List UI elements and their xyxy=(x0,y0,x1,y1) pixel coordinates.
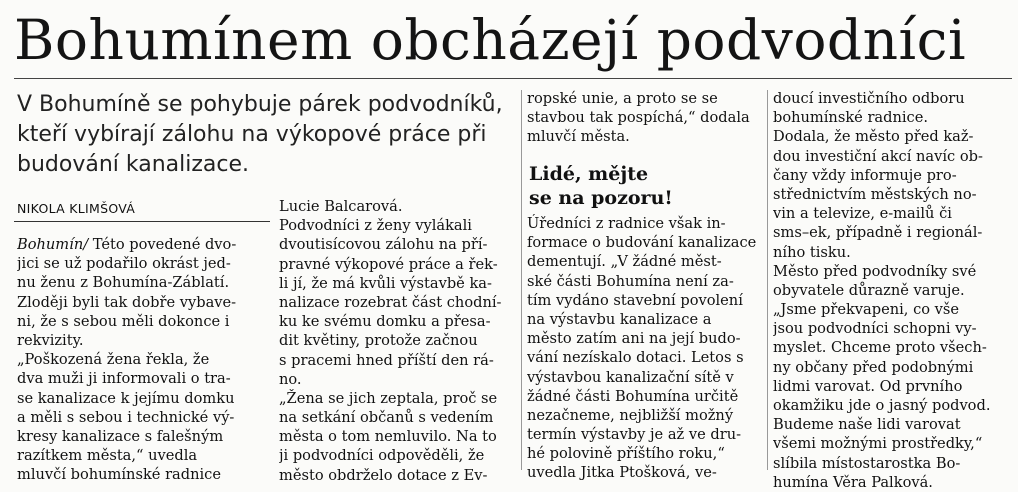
text-span: ni, že s sebou měli dokonce i xyxy=(17,312,230,330)
text-line: ního tisku. xyxy=(773,243,851,261)
text-line: lidmi varovat. Od prvního xyxy=(773,377,963,395)
subheading xyxy=(529,162,759,210)
text-line xyxy=(17,331,272,350)
text-line: uvedla Jitka Ptošková, ve- xyxy=(527,464,717,482)
text-line: ské části Bohumína není za- xyxy=(527,272,734,290)
article-column-3-bottom xyxy=(527,214,765,483)
article-column-3-top xyxy=(527,89,765,147)
text-line: humína Věra Palková. xyxy=(773,473,933,491)
text-span: rekvizity. xyxy=(17,331,84,349)
text-line: město obdrželo dotace z Ev- xyxy=(279,466,488,484)
text-line: čany vždy informuje pro- xyxy=(773,166,957,184)
text-line: Podvodníci z ženy vylákali xyxy=(279,217,472,235)
text-line: dit květiny, protože začnou xyxy=(279,332,478,350)
article-column-4 xyxy=(773,89,1013,492)
text-span: nu ženu z Bohumína-Záblatí. xyxy=(17,274,230,292)
text-line: všemi možnými prostředky,“ xyxy=(773,435,983,453)
text-line: tím vydáno stavební povolení xyxy=(527,291,743,309)
text-span: dva muži ji informovali o tra- xyxy=(17,370,231,388)
text-line xyxy=(17,350,272,369)
text-line xyxy=(17,312,272,331)
text-line: Lucie Balcarová. xyxy=(279,198,403,215)
text-line: dementují. „V žádné měst- xyxy=(527,253,722,271)
headline: Bohumínem obcházejí podvodníci xyxy=(14,8,967,72)
text-line: města o tom nemluvilo. Na to xyxy=(279,428,497,446)
text-line: Úředníci z radnice však in- xyxy=(527,215,726,232)
byline-rule xyxy=(14,221,270,222)
text-line: žádné části Bohumína určitě xyxy=(527,387,739,405)
text-line xyxy=(17,446,272,465)
text-line xyxy=(17,254,272,273)
text-line xyxy=(17,369,272,388)
text-span: kresy kanalizace s falešným xyxy=(17,427,224,445)
text-span: Této povedené dvo- xyxy=(88,236,237,253)
text-line: bohumínské radnice. xyxy=(773,109,928,127)
text-line: mluvčí města. xyxy=(527,128,630,146)
article-column-2 xyxy=(279,197,519,485)
text-line: myslet. Chceme proto všech- xyxy=(773,339,987,357)
lead-line: kteří vybírají zálohu na výkopové práce při xyxy=(17,122,487,147)
text-line: obyvatele důrazně varuje. xyxy=(773,281,965,299)
column-divider xyxy=(767,90,768,470)
text-line: dvoutisícovou zálohu na pří- xyxy=(279,236,488,254)
text-line: s pracemi hned příští den rá- xyxy=(279,351,494,369)
text-span: „Poškozená žena řekla, že xyxy=(17,351,210,369)
text-line xyxy=(17,389,272,408)
text-line: no. xyxy=(279,370,302,388)
text-span: razítkem města,“ uvedla xyxy=(17,447,198,465)
text-line: „Jsme překvapeni, co vše xyxy=(773,301,960,319)
text-span: se kanalizace k jejímu domku xyxy=(17,389,235,407)
text-line: jsou podvodníci schopni vy- xyxy=(773,320,977,338)
text-line: „Žena se jich zeptala, proč se xyxy=(279,389,498,407)
text-line: ji podvodníci odpověděli, že xyxy=(279,447,485,465)
text-line: ropské unie, a proto se se xyxy=(527,90,718,107)
text-line: Dodala, že město před kaž- xyxy=(773,128,974,146)
text-line: termín výstavby je až ve dru- xyxy=(527,426,742,444)
text-line: okamžiku jde o jasný podvod. xyxy=(773,397,991,414)
text-line: sms–ek, případně i regionál- xyxy=(773,224,983,242)
text-line: ny občany před podobnými xyxy=(773,358,974,376)
text-span: mluvčí bohumínské radnice xyxy=(17,466,221,484)
text-line: stavbou tak pospíchá,“ dodala xyxy=(527,109,750,127)
text-line xyxy=(17,465,272,484)
text-span: Zloději byli tak dobře vybave- xyxy=(17,293,237,311)
text-line xyxy=(17,293,272,312)
dateline: Bohumín/ xyxy=(17,236,89,253)
lead-paragraph xyxy=(17,90,512,180)
text-line: doucí investičního odboru xyxy=(773,90,965,107)
text-line xyxy=(17,408,272,427)
text-line xyxy=(17,427,272,446)
text-span: jici se už podařilo okrást jed- xyxy=(17,255,231,273)
text-line: na setkání občanů s vedením xyxy=(279,409,494,427)
text-line xyxy=(17,273,272,292)
subheading-line: Lidé, mějte xyxy=(529,163,649,185)
text-line: město zatím ani na její budo- xyxy=(527,330,741,348)
lead-line: budování kanalizace. xyxy=(17,152,250,177)
text-line: vání nezískalo dotaci. Letos s xyxy=(527,349,744,367)
text-line: střednictvím městských no- xyxy=(773,185,977,203)
text-line: výstavbou kanalizační sítě v xyxy=(527,368,734,386)
text-line: hé polovině příštího roku,“ xyxy=(527,445,725,463)
headline-rule xyxy=(14,78,1012,79)
text-line: Budeme naše lidi varovat xyxy=(773,416,961,434)
text-line: na výstavbu kanalizace a xyxy=(527,310,712,328)
text-line: vin a televize, e-mailů či xyxy=(773,205,952,223)
text-line: pravné výkopové práce a řek- xyxy=(279,255,498,273)
text-line: nalizace rozebrat část chodní- xyxy=(279,293,502,311)
text-line: Město před podvodníky své xyxy=(773,262,977,280)
text-line: dou investiční akcí navíc ob- xyxy=(773,147,983,165)
lead-line: V Bohumíně se pohybuje párek podvodníků, xyxy=(17,92,503,117)
text-line: nezačneme, nejbližší možný xyxy=(527,406,734,424)
text-span: a měli s sebou i technické vý- xyxy=(17,408,235,426)
article-column-1 xyxy=(17,235,272,484)
text-line xyxy=(17,235,272,254)
column-divider xyxy=(521,90,522,470)
text-line: ku ke svému domku a přesa- xyxy=(279,313,491,331)
byline: NIKOLA KLIMŠOVÁ xyxy=(17,201,136,216)
text-line: li jí, že má kvůli výstavbě ka- xyxy=(279,274,492,292)
subheading-line: se na pozoru! xyxy=(529,187,673,209)
text-line: formace o budování kanalizace xyxy=(527,234,757,252)
text-line: slíbila místostarostka Bo- xyxy=(773,454,961,472)
